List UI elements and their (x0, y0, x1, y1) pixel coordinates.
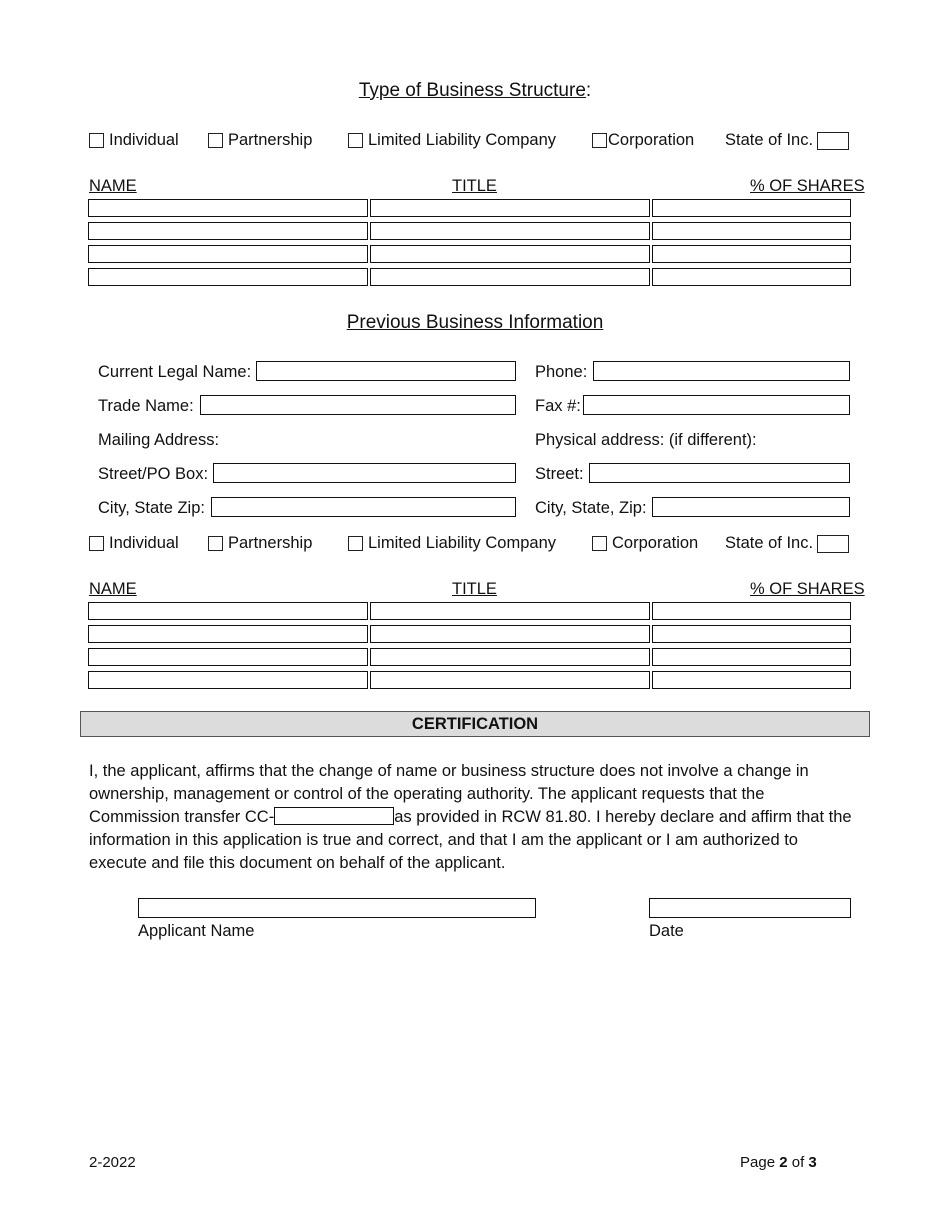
title-cell[interactable] (370, 602, 650, 620)
cc-number-input[interactable] (274, 807, 394, 825)
date-input[interactable] (649, 898, 851, 918)
checkbox-corporation[interactable]: Corporation (592, 131, 694, 150)
date-label: Date (649, 922, 684, 940)
title-cell[interactable] (370, 222, 650, 240)
shares-cell[interactable] (652, 602, 851, 620)
phone-label: Phone: (535, 363, 588, 381)
checkbox-llc[interactable]: Limited Liability Company (348, 534, 556, 553)
state-of-inc: State of Inc. (725, 131, 849, 150)
city-mail-input[interactable] (211, 497, 516, 517)
title-cell[interactable] (370, 648, 650, 666)
shares-cell[interactable] (652, 199, 851, 217)
applicant-name-input[interactable] (138, 898, 536, 918)
name-cell[interactable] (88, 199, 368, 217)
title-cell[interactable] (370, 268, 650, 286)
city-mail-label: City, State Zip: (98, 499, 205, 517)
title-cell[interactable] (370, 199, 650, 217)
shares-cell[interactable] (652, 245, 851, 263)
checkbox-partnership[interactable]: Partnership (208, 131, 312, 150)
trade-name-input[interactable] (200, 395, 516, 415)
certification-text: I, the applicant, affirms that the change of name or business structure does not involve a change in ownership, management or control of the operating authority. The applicant requests that the Commission transfer CC- as provided in RCW 81.80. I hereby declare and affirm that the information in this application is true and correct, and that I am the applicant or I am authorized to execute and file this document on behalf of the applicant. (89, 762, 852, 872)
checkbox-individual[interactable]: Individual (89, 534, 179, 553)
state-of-inc-field[interactable] (817, 535, 849, 553)
shares-cell[interactable] (652, 648, 851, 666)
mailing-address-label: Mailing Address: (98, 431, 220, 449)
city-phys-label: City, State, Zip: (535, 499, 647, 517)
certification-heading: CERTIFICATION (80, 711, 870, 737)
state-of-inc: State of Inc. (725, 534, 849, 553)
physical-address-label: Physical address: (if different): (535, 431, 757, 449)
previous-business-title: Previous Business Information (346, 312, 604, 333)
shares-cell[interactable] (652, 671, 851, 689)
fax-label: Fax #: (535, 397, 581, 415)
trade-name-label: Trade Name: (98, 397, 194, 415)
checkbox-partnership[interactable]: Partnership (208, 534, 312, 553)
checkbox-llc[interactable]: Limited Liability Company (348, 131, 556, 150)
name-cell[interactable] (88, 602, 368, 620)
legal-name-label: Current Legal Name: (98, 363, 252, 381)
street-input[interactable] (589, 463, 850, 483)
fax-input[interactable] (583, 395, 850, 415)
street-po-label: Street/PO Box: (98, 465, 209, 483)
phone-input[interactable] (593, 361, 850, 381)
title-cell[interactable] (370, 245, 650, 263)
street-po-input[interactable] (213, 463, 516, 483)
name-cell[interactable] (88, 245, 368, 263)
shares-cell[interactable] (652, 222, 851, 240)
applicant-name-label: Applicant Name (138, 922, 255, 940)
page-number: Page 2 of 3 (740, 1154, 817, 1171)
title-cell[interactable] (370, 671, 650, 689)
col-header-shares: % OF SHARES (750, 177, 865, 195)
col-header-title: TITLE (452, 580, 497, 598)
state-of-inc-field[interactable] (817, 132, 849, 150)
name-cell[interactable] (88, 648, 368, 666)
col-header-name: NAME (89, 580, 137, 598)
name-cell[interactable] (88, 671, 368, 689)
street-label: Street: (535, 465, 584, 483)
city-phys-input[interactable] (652, 497, 850, 517)
name-cell[interactable] (88, 222, 368, 240)
checkbox-corporation[interactable]: Corporation (592, 534, 698, 553)
business-structure-title: Type of Business Structure: (358, 80, 592, 101)
name-cell[interactable] (88, 625, 368, 643)
shares-cell[interactable] (652, 625, 851, 643)
checkbox-individual[interactable]: Individual (89, 131, 179, 150)
legal-name-input[interactable] (256, 361, 516, 381)
name-cell[interactable] (88, 268, 368, 286)
title-cell[interactable] (370, 625, 650, 643)
col-header-name: NAME (89, 177, 137, 195)
col-header-title: TITLE (452, 177, 497, 195)
form-code: 2-2022 (89, 1154, 136, 1171)
col-header-shares: % OF SHARES (750, 580, 865, 598)
shares-cell[interactable] (652, 268, 851, 286)
